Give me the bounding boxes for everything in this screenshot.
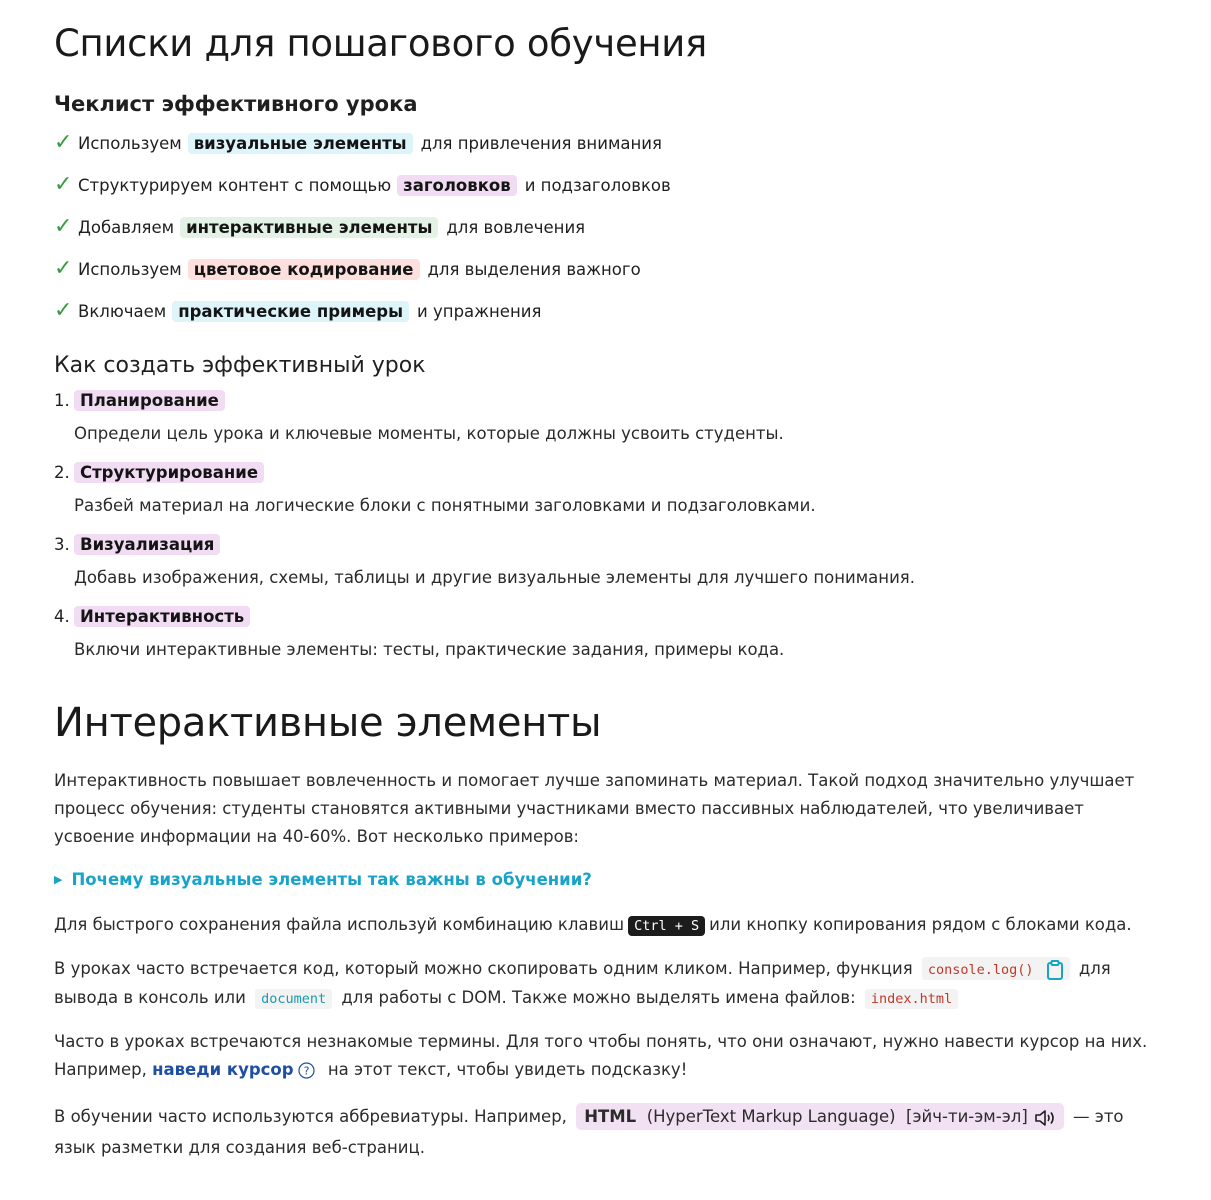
details-toggle[interactable] [54, 870, 592, 889]
shortcut-kbd: Ctrl + S [628, 916, 705, 936]
code-text-3: вывода в консоль или [54, 988, 246, 1007]
code-console-log: console.log() [927, 962, 1034, 978]
checkmark-icon: ✓ [54, 214, 73, 239]
step-item [54, 390, 233, 411]
step-description: Разбей материал на логические блоки с понятными заголовками и подзаголовками. [74, 496, 816, 515]
intro-paragraph: Интерактивность повышает вовлеченность и помогает лучше запоминать материал. Такой подход значительно улучшает процесс обучения: студенты становятся активными участниками вместо пассивных наблюдателей, что увеличивает усвоение информации на 40-60%. Вот несколько примеров: [54, 771, 1135, 846]
section-title-interactive: Интерактивные элементы [54, 700, 602, 746]
svg-text:?: ? [303, 1064, 309, 1078]
code-filename: index.html [865, 989, 958, 1009]
checkmark-icon: ✓ [54, 256, 73, 281]
term-text-1: Часто в уроках встречаются незнакомые термины. Для того чтобы понять, что они означают, нужно навести курсор на них. [54, 1032, 1148, 1051]
abbr-short: HTML [584, 1107, 637, 1126]
step-number: 3. [54, 535, 70, 554]
question-circle-icon[interactable] [298, 1062, 315, 1079]
checkmark-icon: ✓ [54, 172, 73, 197]
step-title: Интерактивность [74, 606, 250, 627]
checklist-text-before: Используем [78, 259, 182, 279]
shortcut-text-before: Для быстрого сохранения файла используй комбинацию клавиш [54, 915, 625, 934]
step-item [54, 534, 228, 555]
code-text-1: В уроках часто встречается код, который можно скопировать одним кликом. Например, функция [54, 959, 913, 978]
checklist-text-before: Добавляем [78, 217, 175, 237]
step-item [54, 462, 272, 483]
abbr-paragraph [54, 1101, 1174, 1163]
abbr-full: (HyperText Markup Language) [646, 1107, 896, 1126]
step-number: 4. [54, 607, 70, 626]
checklist-item [54, 300, 541, 322]
step-title: Визуализация [74, 534, 220, 555]
checklist-text-after: и подзаголовков [524, 175, 671, 195]
abbr-text-2: — это [1073, 1107, 1124, 1126]
copy-icon[interactable] [1046, 960, 1064, 980]
abbreviation-chip[interactable] [576, 1103, 1064, 1130]
checklist-highlight: практические примеры [172, 301, 409, 322]
checklist-item [54, 132, 662, 154]
step-item [54, 606, 258, 627]
step-description: Определи цель урока и ключевые моменты, которые должны усвоить студенты. [74, 424, 784, 443]
checklist-text-before: Структурируем контент с помощью [78, 175, 392, 195]
code-paragraph [54, 955, 1169, 1013]
shortcut-paragraph [54, 911, 1132, 940]
step-description: Добавь изображения, схемы, таблицы и другие визуальные элементы для лучшего понимания. [74, 568, 915, 587]
abbr-text-3: язык разметки для создания веб-страниц. [54, 1138, 425, 1157]
step-number: 1. [54, 391, 70, 410]
checklist-text-before: Используем [78, 133, 182, 153]
checklist-item [54, 216, 585, 238]
hover-term[interactable]: наведи курсор [152, 1060, 294, 1079]
step-title: Структурирование [74, 462, 264, 483]
checklist-highlight: цветовое кодирование [188, 259, 420, 280]
checklist-title: Чеклист эффективного урока [54, 92, 418, 116]
speaker-icon[interactable] [1034, 1109, 1056, 1127]
step-description: Включи интерактивные элементы: тесты, практические задания, примеры кода. [74, 640, 785, 659]
term-text-3: на этот текст, чтобы увидеть подсказку! [327, 1060, 688, 1079]
checklist-item [54, 258, 641, 280]
code-document: document [255, 989, 332, 1009]
details-label: Почему визуальные элементы так важны в обучении? [71, 870, 592, 889]
code-text-4: для работы с DOM. Также можно выделять имена файлов: [341, 988, 856, 1007]
term-paragraph [54, 1028, 1174, 1084]
code-text-2: для [1078, 959, 1111, 978]
copyable-code[interactable] [922, 957, 1070, 980]
checklist-text-after: для выделения важного [427, 259, 641, 279]
checklist-text-after: и упражнения [417, 301, 542, 321]
term-text-2: Например, [54, 1060, 147, 1079]
checkmark-icon: ✓ [54, 298, 73, 323]
shortcut-text-after: или кнопку копирования рядом с блоками кода. [709, 915, 1132, 934]
abbr-pronunciation: [эйч-ти-эм-эл] [906, 1107, 1028, 1126]
checklist-item [54, 174, 671, 196]
triangle-right-icon: ▶ [54, 873, 63, 886]
steps-title: Как создать эффективный урок [54, 353, 426, 378]
checkmark-icon: ✓ [54, 130, 73, 155]
abbr-text-1: В обучении часто используются аббревиатуры. Например, [54, 1107, 567, 1126]
checklist-text-before: Включаем [78, 301, 167, 321]
checklist-highlight: интерактивные элементы [180, 217, 438, 238]
checklist-highlight: визуальные элементы [188, 133, 413, 154]
checklist-highlight: заголовков [397, 175, 517, 196]
checklist-text-after: для привлечения внимания [420, 133, 662, 153]
step-number: 2. [54, 463, 70, 482]
section-title-lists: Списки для пошагового обучения [54, 22, 708, 65]
checklist-text-after: для вовлечения [446, 217, 586, 237]
step-title: Планирование [74, 390, 225, 411]
